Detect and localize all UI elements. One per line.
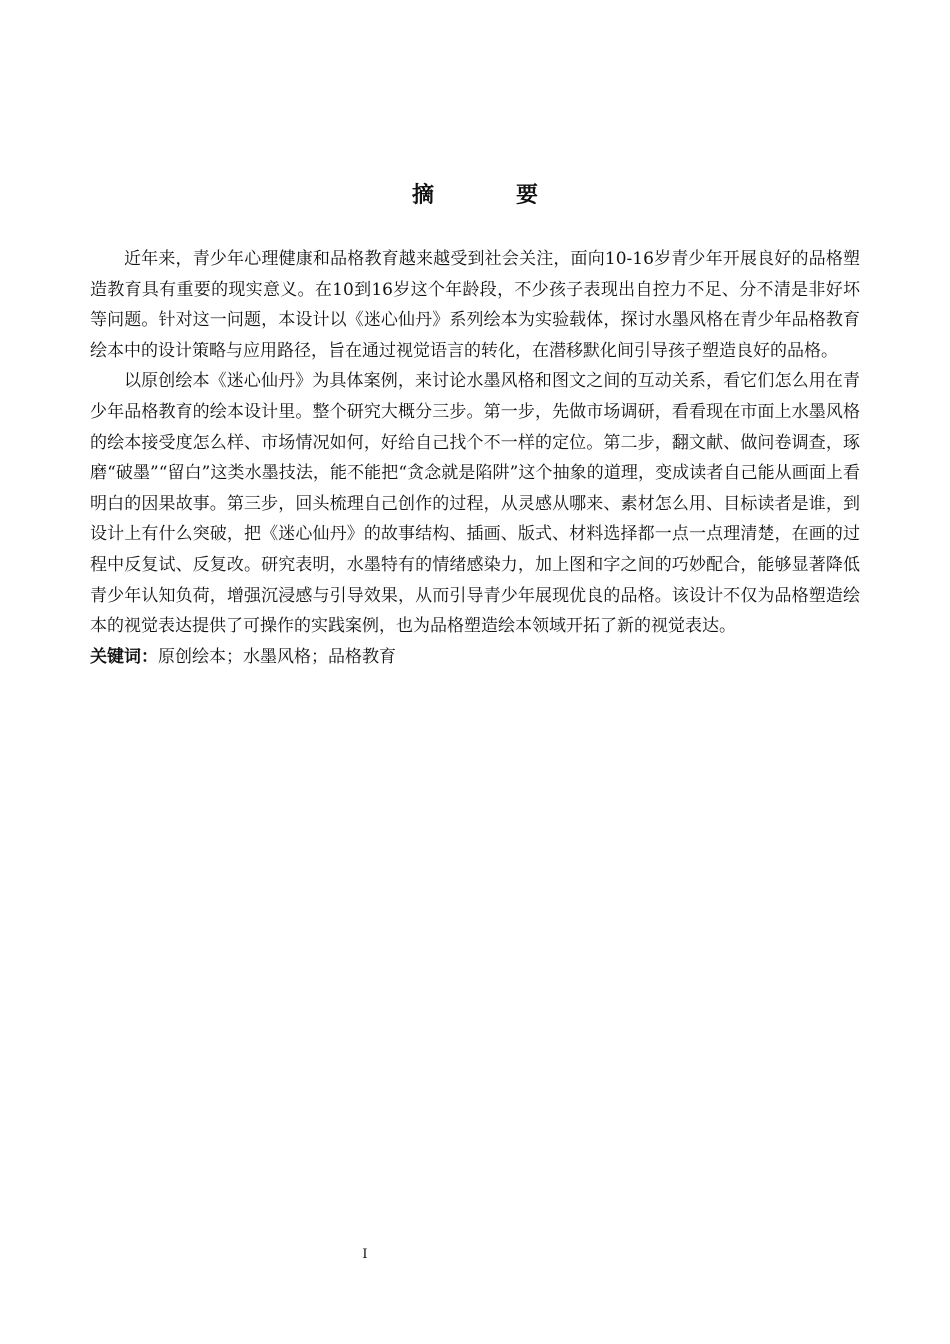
- keywords-label: 关键词：: [90, 646, 158, 667]
- keywords-value: 原创绘本；水墨风格；品格教育: [158, 646, 396, 667]
- abstract-title: 摘 要: [411, 183, 568, 208]
- abstract-paragraph-1: 近年来，青少年心理健康和品格教育越来越受到社会关注，面向10-16岁青少年开展良好的品格塑造教育具有重要的现实意义。在10到16岁这个年龄段，不少孩子表现出自控力不足、分不清是非好坏等问题。针对这一问题，本设计以《迷心仙丹》系列绘本为实验载体，探讨水墨风格在青少年品格教育绘本中的设计策略与应用路径，旨在通过视觉语言的转化，在潜移默化间引导孩子塑造良好的品格。: [90, 249, 860, 361]
- abstract-body: [90, 244, 860, 672]
- page-number: I: [362, 1247, 368, 1262]
- abstract-paragraph-2: 以原创绘本《迷心仙丹》为具体案例，来讨论水墨风格和图文之间的互动关系，看它们怎么用在青少年品格教育的绘本设计里。整个研究大概分三步。第一步，先做市场调研，看看现在市面上水墨风格的绘本接受度怎么样、市场情况如何，好给自己找个不一样的定位。第二步，翻文献、做问卷调查，琢磨“破墨”“留白”这类水墨技法，能不能把“贪念就是陷阱”这个抽象的道理，变成读者自己能从画面上看明白的因果故事。第三步，回头梳理自己创作的过程，从灵感从哪来、素材怎么用、目标读者是谁，到设计上有什么突破，把《迷心仙丹》的故事结构、插画、版式、材料选择都一点一点理清楚，在画的过程中反复试、反复改。研究表明，水墨特有的情绪感染力，加上图和字之间的巧妙配合，能够显著降低青少年认知负荷，增强沉浸感与引导效果，从而引导青少年展现优良的品格。该设计不仅为品格塑造绘本的视觉表达提供了可操作的实践案例，也为品格塑造绘本领域开拓了新的视觉表达。: [90, 371, 860, 637]
- keywords-line: [90, 642, 860, 673]
